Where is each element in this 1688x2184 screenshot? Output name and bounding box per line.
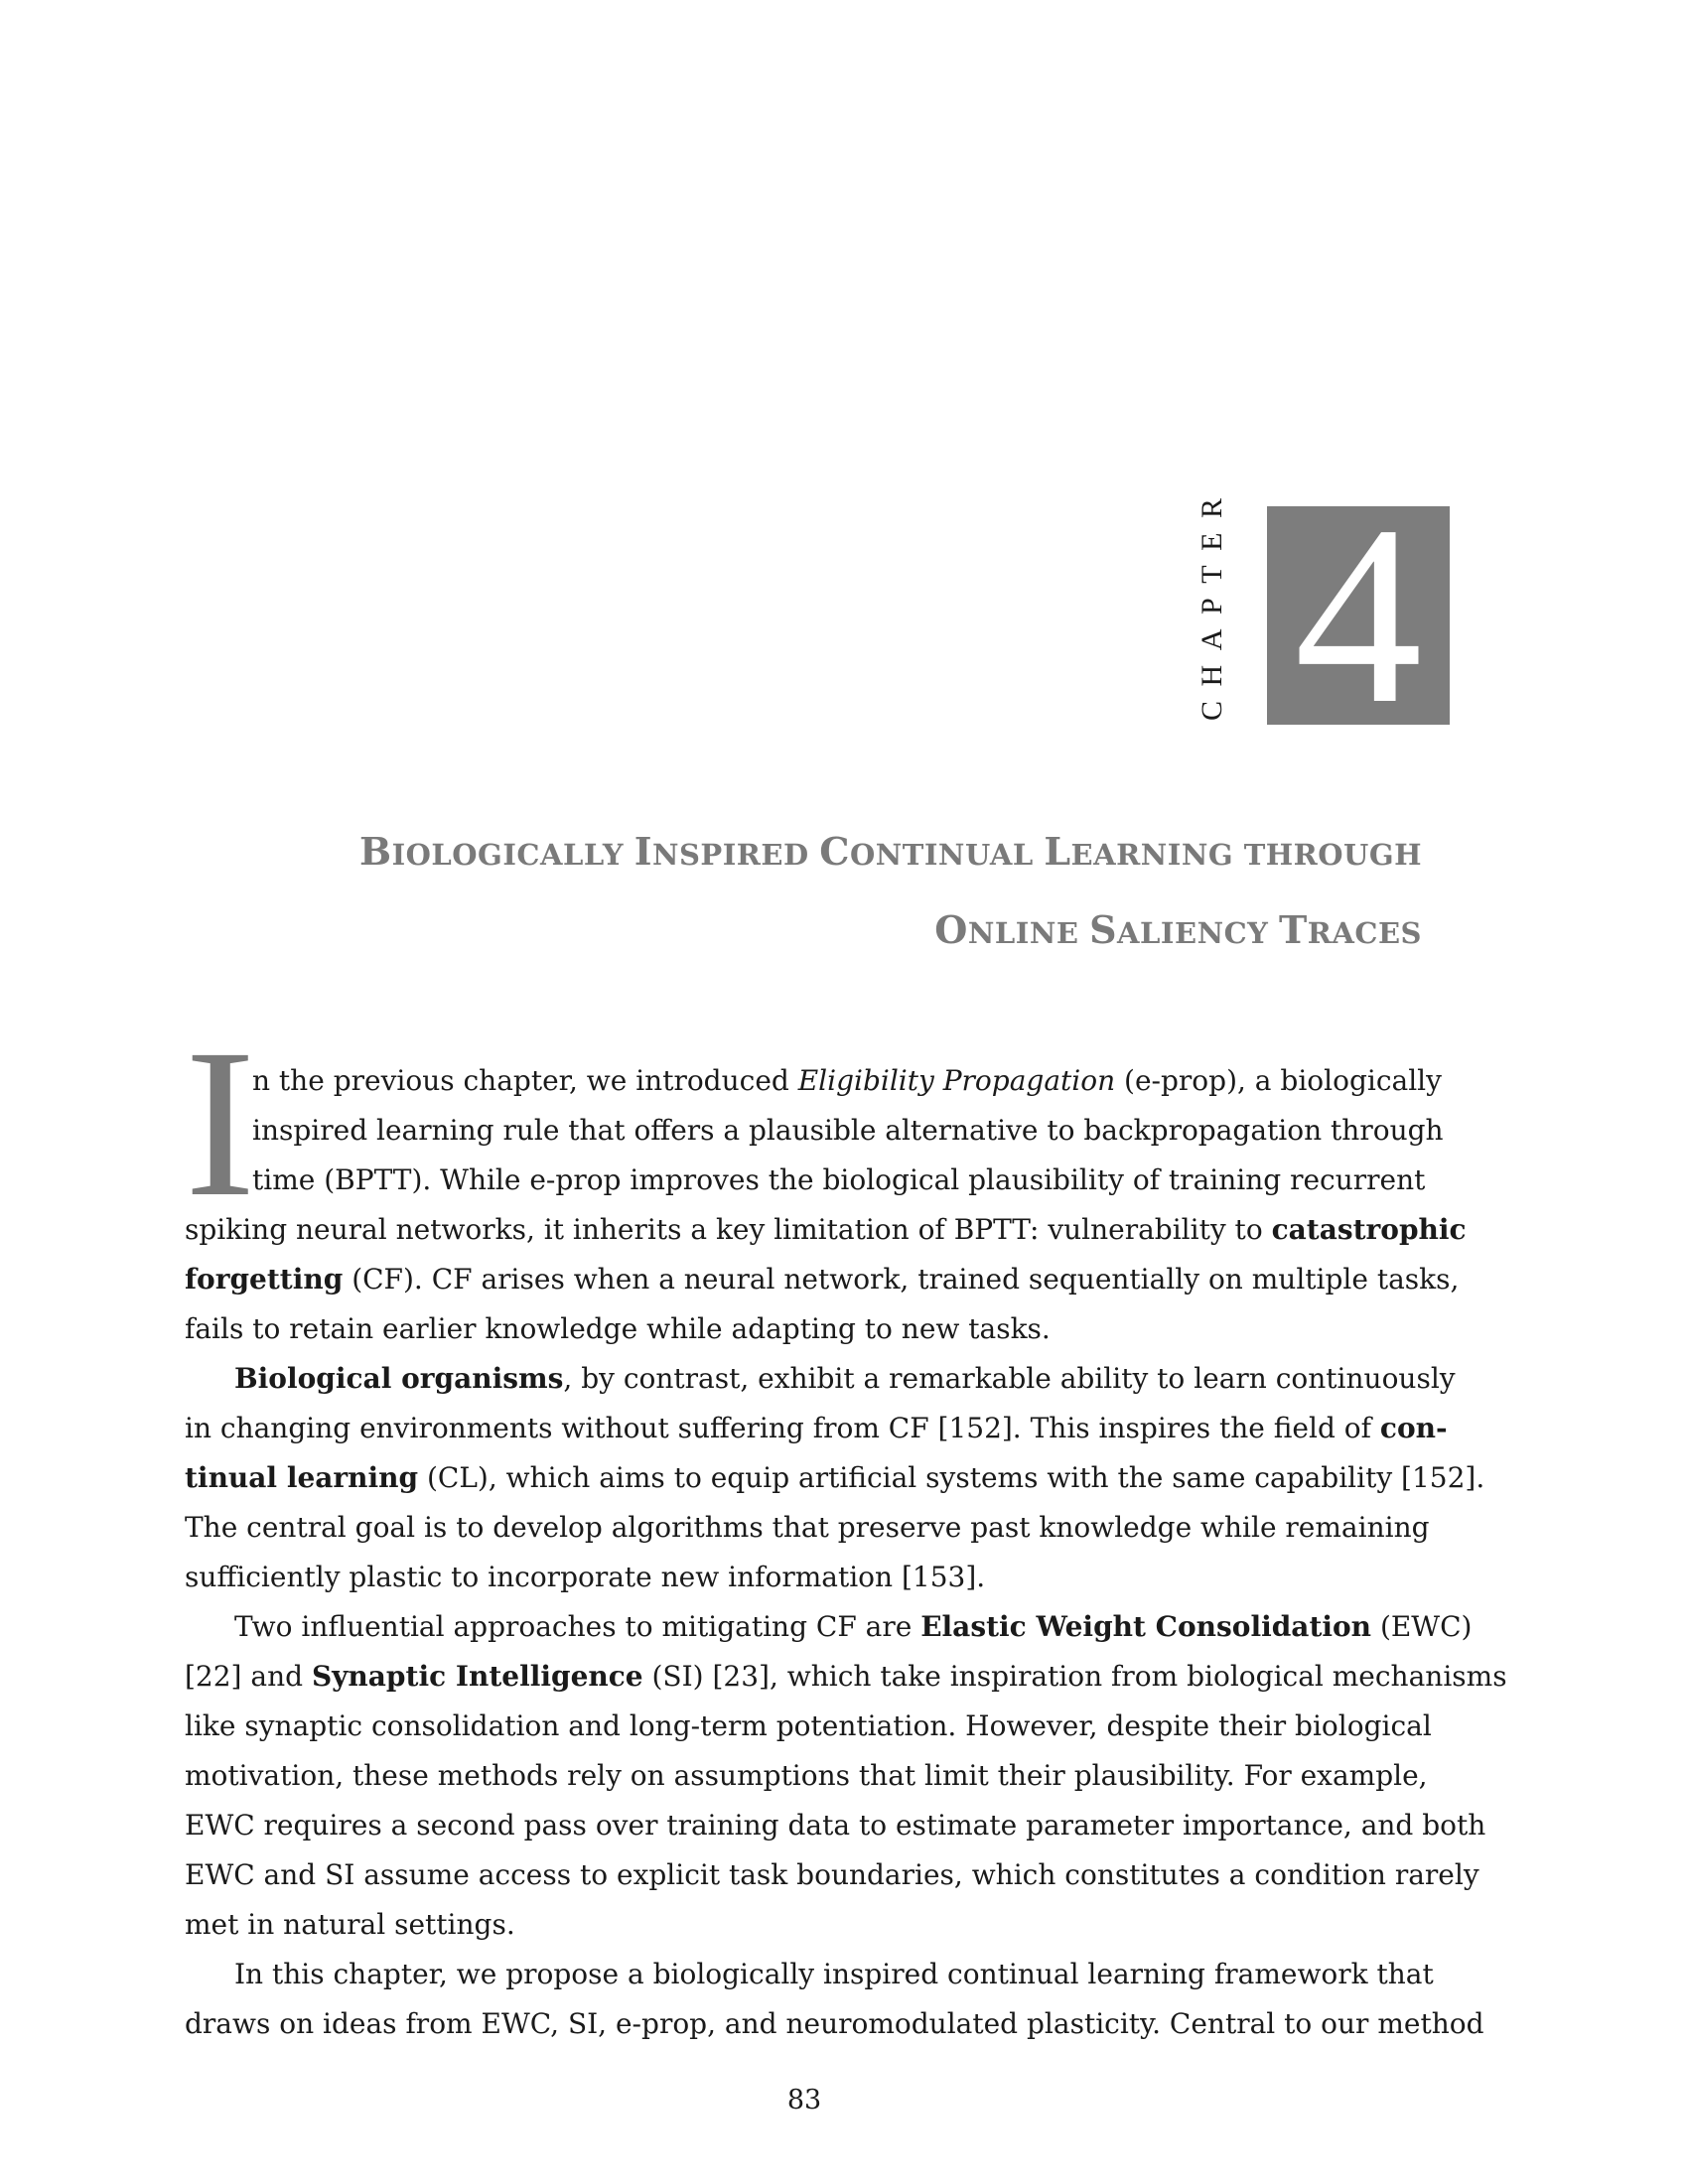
paragraph-1-line-1: n the previous chapter, we introduced Eligibility Propagation (e-prop), a biologically (252, 1064, 1442, 1097)
drop-cap: I (185, 1006, 256, 1241)
paragraph-1-line-6: fails to retain earlier knowledge while adapting to new tasks. (185, 1312, 1051, 1345)
paragraph-3-line-2: [22] and Synaptic Intelligence (SI) [23], which take inspiration from biological mechanisms (185, 1660, 1507, 1693)
paragraph-2-line-3: tinual learning (CL), which aims to equip artificial systems with the same capability [152]. (185, 1461, 1485, 1494)
chapter-title-line-1: BIOLOGICALLY INSPIRED CONTINUAL LEARNING THROUGH (358, 829, 1422, 874)
paragraph-3-line-6: EWC and SI assume access to explicit task boundaries, which constitutes a condition rarely (185, 1858, 1479, 1891)
paragraph-3-line-1: Two influential approaches to mitigating CF are Elastic Weight Consolidation (EWC) (234, 1610, 1473, 1643)
chapter-number: 4 (1294, 473, 1423, 756)
paragraph-1-line-3: time (BPTT). While e-prop improves the biological plausibility of training recurrent (252, 1163, 1426, 1196)
chapter-label-text: CHAPTER (1196, 498, 1228, 721)
paragraph-1-line-5: forgetting (CF). CF arises when a neural network, trained sequentially on multiple tasks, (185, 1263, 1460, 1296)
page-number: 83 (786, 2085, 822, 2116)
paragraph-2-line-5: sufficiently plastic to incorporate new information [153]. (185, 1561, 986, 1593)
chapter-title-line-2: ONLINE SALIENCY TRACES (934, 907, 1422, 952)
chapter-label (1188, 496, 1233, 721)
paragraph-3-line-4: motivation, these methods rely on assumptions that limit their plausibility. For example, (185, 1759, 1428, 1792)
paragraph-3-line-5: EWC requires a second pass over training data to estimate parameter importance, and both (185, 1809, 1486, 1842)
chapter-number-box (1267, 473, 1450, 756)
paragraph-2-line-4: The central goal is to develop algorithms that preserve past knowledge while remaining (185, 1511, 1430, 1544)
paragraph-1-line-4: spiking neural networks, it inherits a key limitation of BPTT: vulnerability to catastrophic (185, 1213, 1467, 1246)
paragraph-4-line-2: draws on ideas from EWC, SI, e-prop, and neuromodulated plasticity. Central to our method (185, 2007, 1484, 2040)
paragraph-3-line-7: met in natural settings. (185, 1908, 515, 1941)
paragraph-4-line-1: In this chapter, we propose a biologically inspired continual learning framework that (234, 1958, 1434, 1990)
chapter-title (185, 814, 1422, 971)
body-text (185, 1056, 1507, 2049)
paragraph-3-line-3: like synaptic consolidation and long-term potentiation. However, despite their biological (185, 1709, 1432, 1742)
paragraph-2-line-2: in changing environments without suffering from CF [152]. This inspires the field of con- (185, 1412, 1448, 1444)
paragraph-2-line-1: Biological organisms, by contrast, exhibit a remarkable ability to learn continuously (234, 1362, 1456, 1395)
paragraph-1-line-2: inspired learning rule that offers a plausible alternative to backpropagation through (252, 1114, 1444, 1147)
